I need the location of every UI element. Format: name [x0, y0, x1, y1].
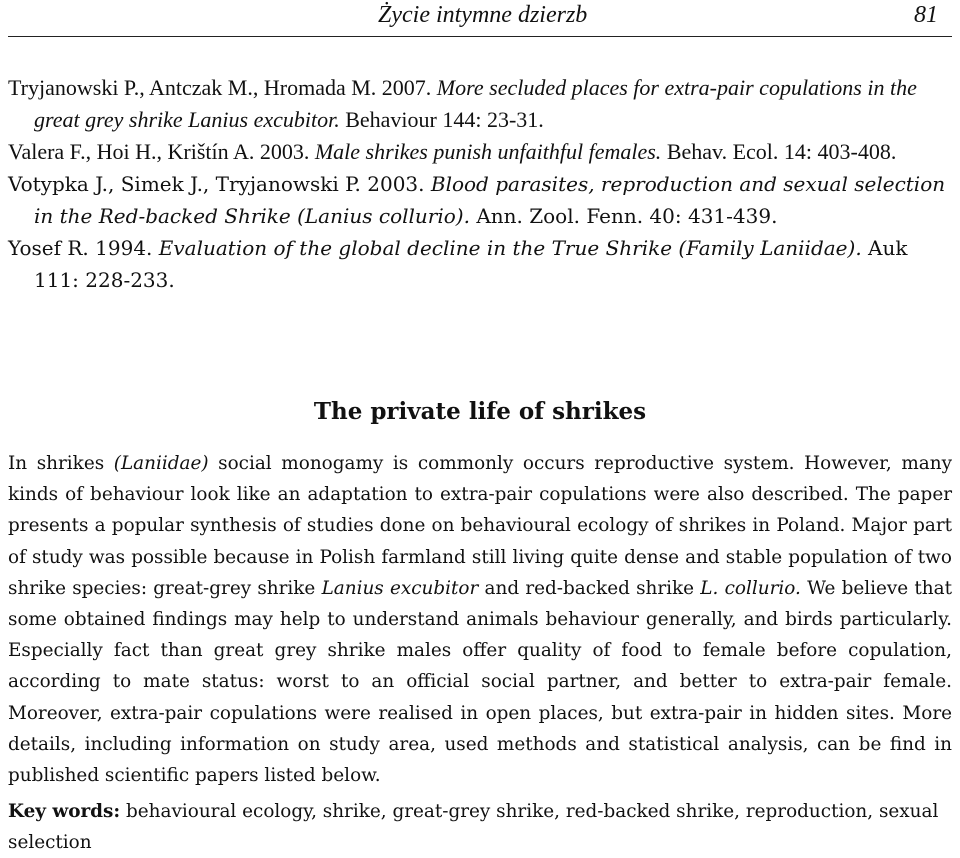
reference-source: Behav. Ecol. 14: 403-408. — [666, 139, 897, 164]
reference-authors: Votypka J., Simek J., Tryjanowski P. 2003. — [8, 172, 425, 196]
reference-item — [8, 168, 956, 232]
abstract-paragraph — [8, 448, 952, 791]
reference-item — [8, 136, 956, 168]
reference-source: Auk 111: 228-233. — [34, 236, 908, 292]
running-header — [8, 0, 952, 37]
reference-title: Blood parasites, reproduction and sexual selection in the Red-backed Shrike (Lanius collurio). — [34, 172, 946, 228]
reference-list — [8, 72, 956, 296]
running-title: Życie intymne dzierzb — [378, 2, 588, 28]
reference-title: Evaluation of the global decline in the True Shrike (Family Laniidae). — [158, 236, 862, 260]
reference-authors: Valera F., Hoi H., Krištín A. 2003. — [8, 139, 310, 164]
abstract-italic: (Laniidae) — [113, 453, 209, 474]
page-number: 81 — [914, 2, 938, 28]
reference-title: Male shrikes punish unfaithful females. — [314, 139, 662, 164]
reference-source: Ann. Zool. Fenn. 40: 431-439. — [476, 204, 778, 228]
keywords-line — [8, 796, 952, 858]
abstract-text: We believe that some obtained findings may help to understand animals behaviour generally, and birds particularly. Especially fact than great grey shrike males offer quality of food to female before copulation, according to mate status: worst to an official social partner, and better to extra-pair female. Moreover, extra-pair copulations were realised in open places, but extra-pair in hidden sites. More details, including information on study area, used methods and statistical analysis, can be find in published scientific papers listed below. — [8, 577, 952, 787]
reference-item — [8, 72, 956, 136]
keywords-text: behavioural ecology, shrike, great-grey shrike, red-backed shrike, reproduction, sexual selection — [8, 801, 939, 854]
abstract-text: social monogamy is commonly occurs reproductive system. However, many kinds of behaviour look like an adaptation to extra-pair copulations were also described. The paper presents a popular synthesis of studies done on behavioural ecology of shrikes in Poland. Major part of study was possible because in Polish farmland still living quite dense and stable population of two shrike species: great-grey shrike — [8, 453, 952, 599]
reference-authors: Yosef R. 1994. — [8, 236, 153, 260]
section-title: The private life of shrikes — [313, 398, 647, 425]
abstract-italic: Lanius excubitor — [321, 577, 479, 599]
reference-source: Behaviour 144: 23-31. — [345, 107, 544, 132]
reference-title: More secluded places for extra-pair copulations in the great grey shrike Lanius excubitor. — [34, 75, 917, 132]
reference-item — [8, 232, 956, 296]
reference-authors: Tryjanowski P., Antczak M., Hromada M. 2007. — [8, 75, 432, 100]
abstract-text: In shrikes — [8, 453, 114, 474]
abstract-text: and red-backed shrike — [478, 577, 701, 599]
abstract-italic: L. collurio. — [700, 577, 801, 599]
keywords-label: Key words: — [8, 801, 121, 822]
